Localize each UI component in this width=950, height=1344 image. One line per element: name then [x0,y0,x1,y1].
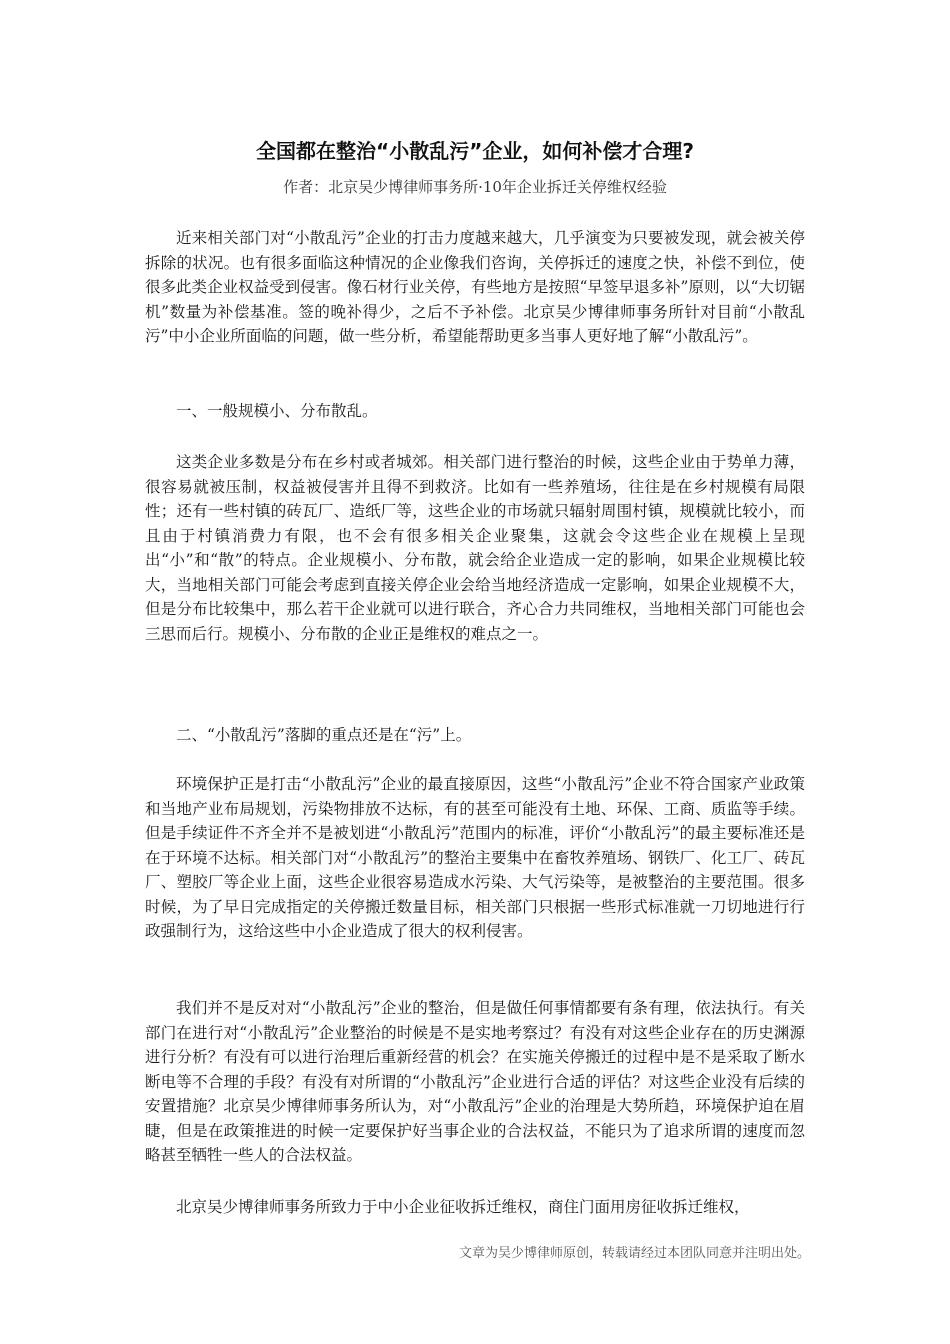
section-heading-2: 二、“小散乱污”落脚的重点还是在“污”上。 [176,726,472,744]
article-title: 全国都在整治“小散乱污”企业，如何补偿才合理? [256,139,694,163]
paragraph-closing: 北京吴少博律师事务所致力于中小企业征收拆迁维权，商住门面用房征收拆迁维权， [176,1198,750,1216]
paragraph-intro: 近来相关部门对“小散乱污”企业的打击力度越来越大，几乎演变为只要被发现，就会被关停拆除的状况。也有很多面临这种情况的企业像我们咨询，关停拆迁的速度之快，补偿不到位，使很多此类企业权益受到侵害。像石材行业关停，有些地方是按照“早签早退多补”原则，以“大切锯机”数量为补偿基准。签的晚补得少，之后不予补偿。北京吴少博律师事务所针对目前“小散乱污”中小企业所面临的问题，做一些分析，希望能帮助更多当事人更好地了解“小散乱污”。 [145,229,805,345]
copyright-footer: 文章为吴少博律师原创，转载请经过本团队同意并注明出处。 [458,1246,810,1261]
section-heading-1: 一、一般规模小、分布散乱。 [176,402,378,420]
article-author: 作者：北京吴少博律师事务所·10年企业拆迁关停维权经验 [283,178,667,196]
paragraph-section-2-cont: 我们并不是反对对“小散乱污”企业的整治，但是做任何事情都要有条有理，依法执行。有关部门在进行对“小散乱污”企业整治的时候是不是实地考察过？有没有对这些企业存在的历史渊源进行分析？有没有可以进行治理后重新经营的机会？在实施关停搬迁的过程中是不是采取了断水断电等不合理的手段？有没有对所谓的“小散乱污”企业进行合适的评估？对这些企业没有后续的安置措施？北京吴少博律师事务所认为，对“小散乱污”企业的治理是大势所趋，环境保护迫在眉睫，但是在政策推进的时候一定要保护好当事企业的合法权益，不能只为了追求所谓的速度而忽略甚至牺牲一些人的合法权益。 [145,999,805,1164]
paragraph-section-1: 这类企业多数是分布在乡村或者城郊。相关部门进行整治的时候，这些企业由于势单力薄，很容易就被压制，权益被侵害并且得不到救济。比如有一些养殖场，往往是在乡村规模有局限性；还有一些村镇的砖瓦厂、造纸厂等，这些企业的市场就只辐射周围村镇，规模就比较小，而且由于村镇消费力有限，也不会有很多相关企业聚集，这就会令这些企业在规模上呈现出“小”和“散”的特点。企业规模小、分布散，就会给企业造成一定的影响，如果企业规模比较大，当地相关部门可能会考虑到直接关停企业会给当地经济造成一定影响，如果企业规模不大，但是分布比较集中，那么若干企业就可以进行联合，齐心合力共同维权，当地相关部门可能也会三思而后行。规模小、分布散的企业正是维权的难点之一。 [145,453,805,643]
paragraph-section-2: 环境保护正是打击“小散乱污”企业的最直接原因，这些“小散乱污”企业不符合国家产业政策和当地产业布局规划，污染物排放不达标，有的甚至可能没有土地、环保、工商、质监等手续。但是手续证件不齐全并不是被划进“小散乱污”范围内的标准，评价“小散乱污”的最主要标准还是在于环境不达标。相关部门对“小散乱污”的整治主要集中在畜牧养殖场、钢铁厂、化工厂、砖瓦厂、塑胶厂等企业上面，这些企业很容易造成水污染、大气污染等，是被整治的主要范围。很多时候，为了早日完成指定的关停搬迁数量目标，相关部门只根据一些形式标准就一刀切地进行行政强制行为，这给这些中小企业造成了很大的权利侵害。 [145,775,805,940]
